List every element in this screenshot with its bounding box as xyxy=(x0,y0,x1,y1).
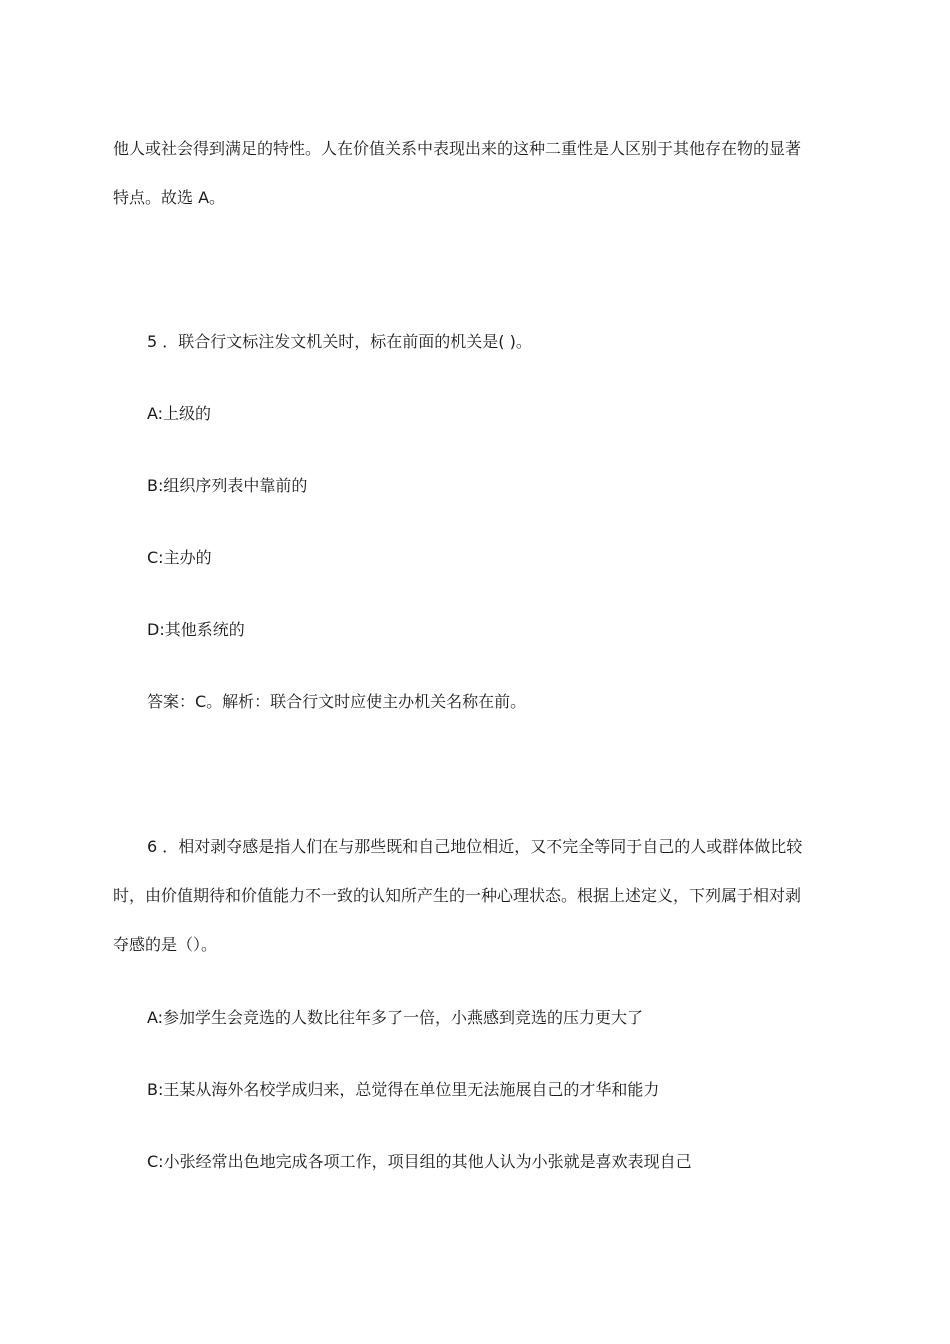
q5-answer: 答案：C。解析：联合行文时应使主办机关名称在前。 xyxy=(147,692,527,711)
prev-answer-line-1: 他人或社会得到满足的特性。人在价值关系中表现出来的这种二重性是人区别于其他存在物的显著 xyxy=(113,139,802,158)
q5-option-c: C:主办的 xyxy=(147,548,212,567)
q6-stem-line-2: 时，由价值期待和价值能力不一致的认知所产生的一种心理状态。根据上述定义，下列属于相对剥 xyxy=(113,886,802,905)
prev-answer-line-2: 特点。故选 A。 xyxy=(113,188,226,207)
q6-stem-line-3: 夺感的是（）。 xyxy=(113,935,218,954)
q5-option-a: A:上级的 xyxy=(147,404,212,423)
q5-option-b: B:组织序列表中靠前的 xyxy=(147,476,308,495)
q5-stem: 5 ．联合行文标注发文机关时，标在前面的机关是( )。 xyxy=(147,332,532,351)
q5-option-d: D:其他系统的 xyxy=(147,620,245,639)
q6-option-c: C:小张经常出色地完成各项工作，项目组的其他人认为小张就是喜欢表现自己 xyxy=(147,1152,692,1171)
q6-stem-line-1: 6 ．相对剥夺感是指人们在与那些既和自己地位相近，又不完全等同于自己的人或群体做比较 xyxy=(147,837,803,856)
q6-option-b: B:王某从海外名校学成归来，总觉得在单位里无法施展自己的才华和能力 xyxy=(147,1080,660,1099)
q6-option-a: A:参加学生会竞选的人数比往年多了一倍，小燕感到竞选的压力更大了 xyxy=(147,1008,644,1027)
